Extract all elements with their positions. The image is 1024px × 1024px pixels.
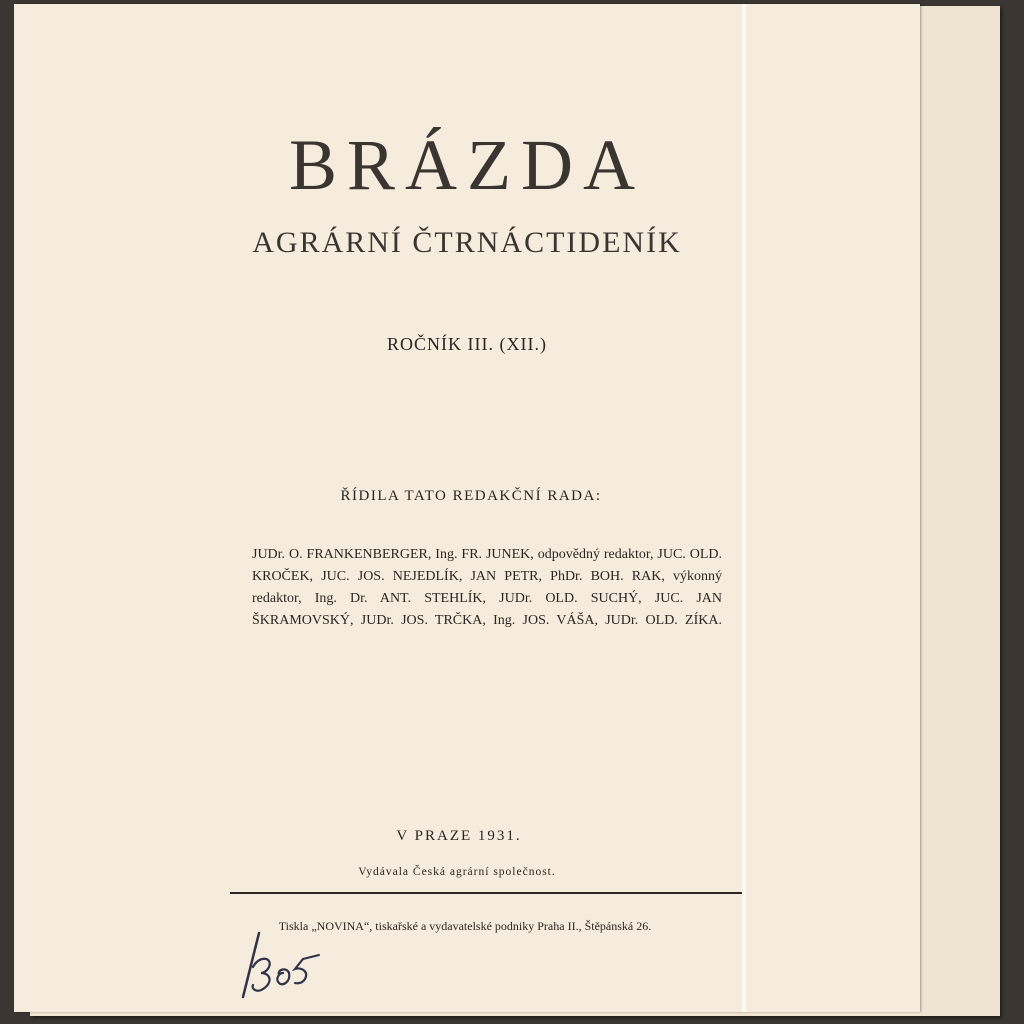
volume-number: ROČNÍK III. (XII.)	[387, 334, 547, 354]
divider-rule	[230, 892, 742, 894]
publication-title: BRÁZDA	[288, 125, 645, 205]
title-page	[14, 4, 920, 1012]
printer-line: Tiskla „NOVINA“, tiskařské a vydavatelské podniky Praha II., Štěpánská 26.	[278, 919, 652, 933]
publication-subtitle: AGRÁRNÍ ČTRNÁCTIDENÍK	[252, 226, 682, 259]
editorial-board-heading: ŘÍDILA TATO REDAKČNÍ RADA:	[340, 488, 602, 504]
place-and-year: V PRAZE 1931.	[396, 828, 522, 844]
publisher-line: Vydávala Česká agrární společnost.	[358, 866, 556, 878]
editorial-board-members: JUDr. O. FRANKENBERGER, Ing. FR. JUNEK, odpovědný redaktor, JUC. OLD. KROČEK, JUC. JOS. NEJEDLÍK, JAN PETR, PhDr. BOH. RAK, výkonný redaktor, Ing. Dr. ANT. STEHLÍK, JUDr. OLD. SUCHÝ, JUC. JAN ŠKRAMOVSKÝ, JUDr. JOS. TRČKA, Ing. JOS. VÁŠA, JUDr. OLD. ZÍKA.	[252, 547, 722, 628]
handwritten-note	[239, 929, 329, 1009]
